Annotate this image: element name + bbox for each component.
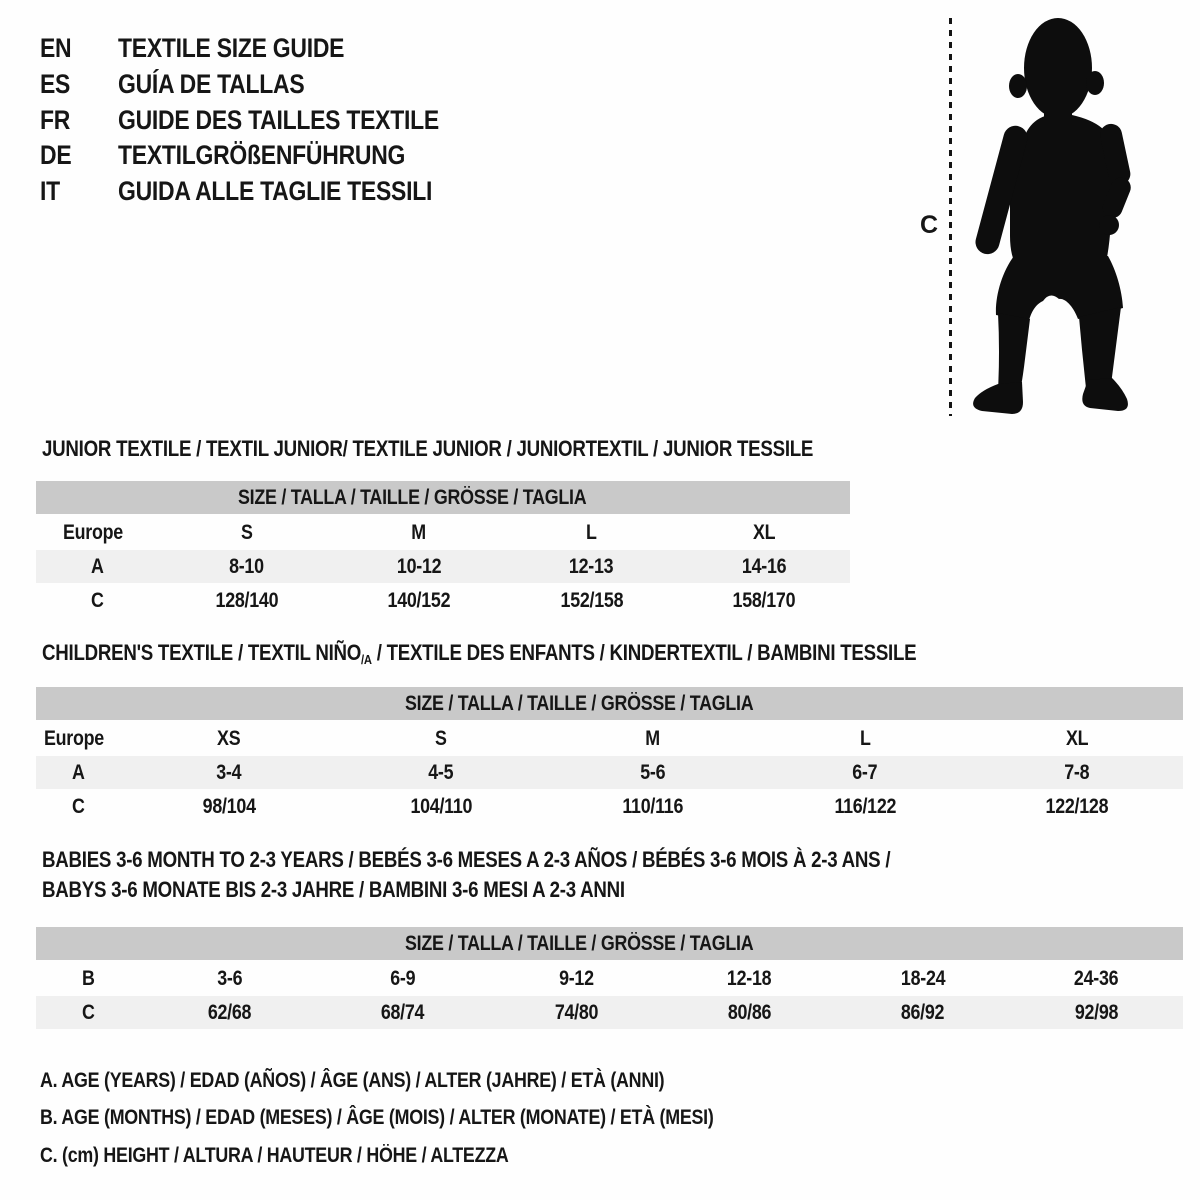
- size-cell: 74/80: [489, 996, 662, 1030]
- size-header-band: SIZE / TALLA / TAILLE / GRÖSSE / TAGLIA: [36, 687, 1183, 721]
- height-dashed-line: [949, 18, 952, 416]
- legend-item-c: C. (cm) HEIGHT / ALTURA / HAUTEUR / HÖHE / ALTEZZA: [40, 1143, 509, 1167]
- size-cell: 140/152: [387, 588, 451, 612]
- size-cell: S: [435, 726, 447, 750]
- size-cell: 158/170: [732, 588, 796, 612]
- size-cell: M: [411, 520, 427, 544]
- size-cell: XL: [752, 520, 775, 544]
- lang-code: IT: [40, 176, 60, 207]
- lang-title: TEXTILGRÖßENFÜHRUNG: [118, 140, 406, 171]
- size-cell: 104/110: [410, 794, 472, 818]
- babies-size-table: [36, 927, 1183, 1030]
- legend-item-b: B. AGE (MONTHS) / EDAD (MESES) / ÂGE (MOIS) / ALTER (MONATE) / ETÀ (MESI): [40, 1106, 714, 1130]
- size-cell: 8-10: [161, 550, 333, 584]
- lang-title: GUÍA DE TALLAS: [118, 69, 305, 100]
- row-label: A: [36, 550, 161, 584]
- babies-section-title: BABIES 3-6 MONTH TO 2-3 YEARS / BEBÉS 3-6 MESES A 2-3 AÑOS / BÉBÉS 3-6 MOIS À 2-3 ANS / BABYS 3-6 MONATE BIS 2-3 JAHRE / BAMBINI 3-6 MESI A 2-3 ANNI: [42, 847, 891, 902]
- height-marker-label: C: [920, 211, 939, 239]
- size-cell: M: [645, 726, 661, 750]
- size-cell: 116/122: [834, 794, 896, 818]
- size-cell: 6-9: [390, 966, 416, 990]
- table-header-row: [36, 481, 850, 515]
- row-label: Europe: [62, 520, 123, 544]
- size-cell: L: [586, 520, 597, 544]
- size-cell: 3-6: [216, 966, 242, 990]
- size-cell: L: [859, 726, 871, 750]
- toddler-silhouette-icon: [962, 12, 1147, 427]
- lang-row-de: [40, 138, 496, 174]
- size-cell: S: [240, 520, 253, 544]
- table-header-row: [36, 927, 1183, 961]
- table-row: [36, 721, 1183, 756]
- size-cell: 24-36: [1074, 966, 1119, 990]
- lang-row-en: [40, 31, 496, 67]
- lang-code: ES: [40, 69, 71, 100]
- table-row: [36, 961, 1183, 996]
- size-cell: 98/104: [202, 794, 256, 818]
- lang-row-it: [40, 174, 496, 210]
- junior-size-table: [36, 481, 850, 617]
- nino-a-subscript: /A: [361, 652, 372, 667]
- row-label: A: [36, 756, 123, 790]
- legend-block: [40, 1062, 832, 1175]
- size-cell: 86/92: [836, 996, 1009, 1030]
- row-label: Europe: [44, 726, 105, 750]
- size-header-band: SIZE / TALLA / TAILLE / GRÖSSE / TAGLIA: [36, 927, 1183, 961]
- size-cell: 110/116: [622, 794, 684, 818]
- lang-code: EN: [40, 33, 72, 64]
- lang-code: FR: [40, 104, 71, 135]
- size-cell: 62/68: [143, 996, 316, 1030]
- table-row: [36, 996, 1183, 1030]
- lang-row-es: [40, 67, 496, 103]
- row-label: B: [81, 966, 95, 990]
- table-row: [36, 584, 850, 618]
- row-label: C: [90, 588, 104, 612]
- size-cell: 18-24: [900, 966, 946, 990]
- size-cell: 14-16: [678, 550, 850, 584]
- lang-title: GUIDE DES TAILLES TEXTILE: [118, 104, 439, 135]
- size-cell: 122/128: [1045, 794, 1109, 818]
- lang-code: DE: [40, 140, 72, 171]
- size-cell: 68/74: [316, 996, 489, 1030]
- size-cell: 3-4: [123, 756, 335, 790]
- size-cell: 4-5: [335, 756, 547, 790]
- row-label: C: [36, 996, 143, 1030]
- table-header-row: [36, 687, 1183, 721]
- children-section-title: CHILDREN'S TEXTILE / TEXTIL NIÑO/A / TEXTILE DES ENFANTS / KINDERTEXTIL / BAMBINI TESSILE: [42, 640, 917, 667]
- row-label: C: [72, 794, 85, 818]
- size-cell: 80/86: [663, 996, 836, 1030]
- size-cell: 5-6: [547, 756, 759, 790]
- children-size-table: [36, 687, 1183, 823]
- table-row: [36, 515, 850, 550]
- size-header-band: SIZE / TALLA / TAILLE / GRÖSSE / TAGLIA: [36, 481, 850, 515]
- size-cell: 6-7: [759, 756, 971, 790]
- lang-title: GUIDA ALLE TAGLIE TESSILI: [118, 176, 433, 207]
- language-title-block: [40, 31, 496, 209]
- lang-row-fr: [40, 102, 496, 138]
- junior-section-title: JUNIOR TEXTILE / TEXTIL JUNIOR/ TEXTILE JUNIOR / JUNIORTEXTIL / JUNIOR TESSILE: [42, 436, 814, 461]
- size-cell: 10-12: [333, 550, 505, 584]
- size-cell: 7-8: [971, 756, 1183, 790]
- size-cell: 9-12: [558, 966, 594, 990]
- size-cell: 12-18: [727, 966, 772, 990]
- table-row: [36, 756, 1183, 790]
- lang-title: TEXTILE SIZE GUIDE: [118, 33, 345, 64]
- table-row: [36, 550, 850, 584]
- size-cell: XL: [1065, 726, 1089, 750]
- size-cell: 12-13: [505, 550, 677, 584]
- size-cell: 128/140: [215, 588, 279, 612]
- legend-item-a: A. AGE (YEARS) / EDAD (AÑOS) / ÂGE (ANS) / ALTER (JAHRE) / ETÀ (ANNI): [40, 1068, 665, 1092]
- size-cell: 152/158: [560, 588, 623, 612]
- table-row: [36, 790, 1183, 824]
- size-cell: 92/98: [1010, 996, 1183, 1030]
- size-cell: XS: [217, 726, 241, 750]
